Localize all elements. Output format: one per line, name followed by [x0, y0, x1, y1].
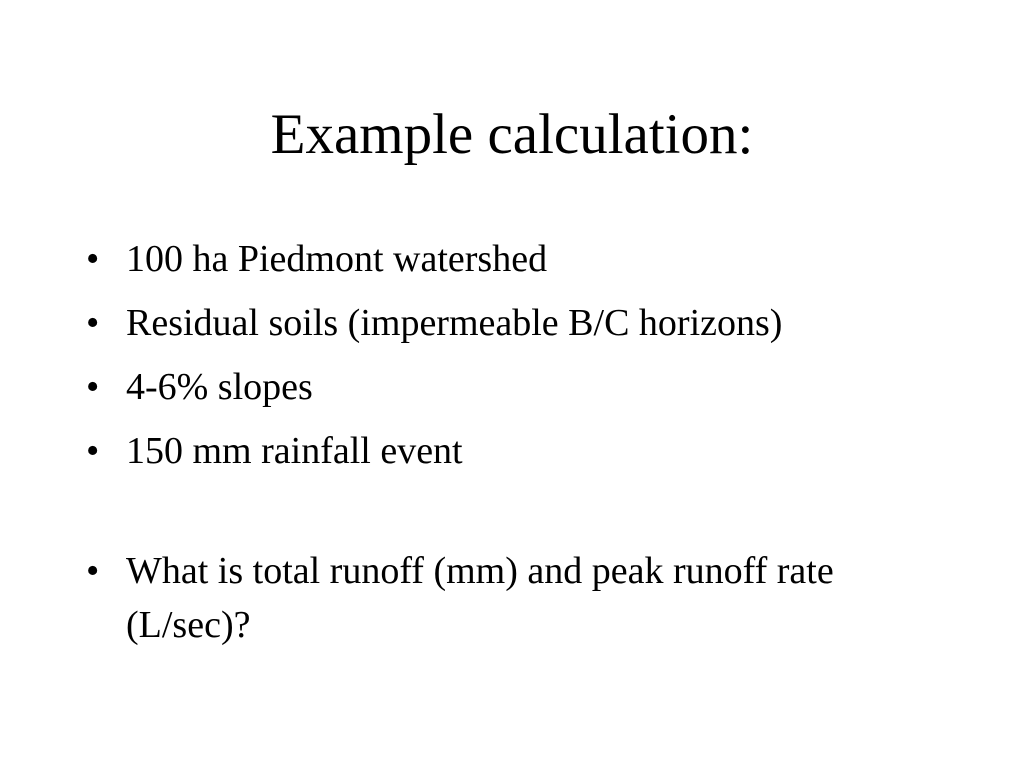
bullet-glyph: • [86, 302, 100, 344]
bullet-text: 100 ha Piedmont watershed [126, 238, 548, 280]
bullet-text: What is total runoff (mm) and peak runoff rate (L/sec)? [126, 550, 834, 646]
bullet-glyph: • [86, 366, 100, 408]
bullet-text: 150 mm rainfall event [126, 430, 463, 472]
bullet-item [86, 360, 946, 414]
bullet-list [86, 232, 946, 662]
bullet-glyph: • [86, 238, 100, 280]
bullet-glyph: • [86, 550, 100, 592]
bullet-text: 4-6% slopes [126, 366, 313, 408]
bullet-item [86, 232, 946, 286]
slide-title: Example calculation: [270, 103, 754, 166]
bullet-item [86, 424, 946, 478]
bullet-text: Residual soils (impermeable B/C horizons) [126, 302, 783, 344]
bullet-item-question [86, 544, 946, 652]
bullet-glyph: • [86, 430, 100, 472]
bullet-item [86, 296, 946, 350]
